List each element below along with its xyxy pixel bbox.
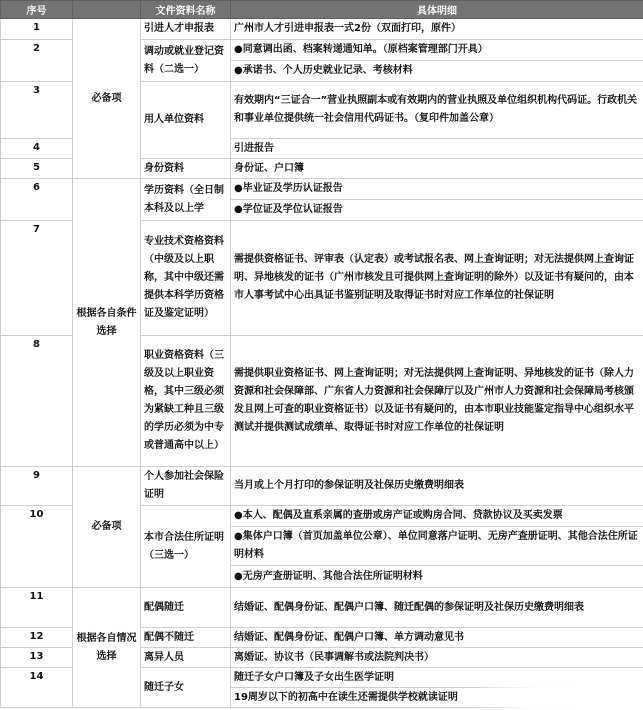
doc-detail: ●学位证及学位认证报告 — [231, 200, 643, 221]
doc-name: 用人单位资料 — [141, 82, 231, 159]
doc-detail: 离婚证、协议书（民事调解书或法院判决书） — [231, 648, 643, 668]
doc-detail: 身份证、户口簿 — [231, 159, 643, 179]
row-no: 6 — [1, 179, 73, 221]
doc-detail: 结婚证、配偶身份证、配偶户口簿、随迁配偶的参保证明及社保历史缴费明细表 — [231, 588, 643, 628]
row-no: 11 — [1, 588, 73, 628]
table-row — [1, 467, 643, 506]
doc-detail: ●毕业证及学历认证报告 — [231, 179, 643, 200]
category-required-2: 必备项 — [73, 467, 141, 588]
table-row — [1, 19, 643, 40]
doc-detail: ●同意调出函、档案转递通知单。（原档案管理部门开具） — [231, 40, 643, 61]
row-no: 8 — [1, 336, 73, 467]
header-no: 序号 — [1, 1, 73, 19]
doc-detail: 结婚证、配偶身份证、配偶户口簿、单方调动意见书 — [231, 628, 643, 648]
doc-name: 调动或就业登记资料（二选一） — [141, 40, 231, 82]
row-no: 9 — [1, 467, 73, 506]
table-row — [1, 588, 643, 628]
doc-name: 引进人才申报表 — [141, 19, 231, 40]
header-category — [73, 1, 141, 19]
doc-detail: ●本人、配偶及直系亲属的查册或房产证或购房合同、贷款协议及买卖发票 — [231, 506, 643, 527]
doc-detail: ●承诺书、个人历史就业记录、考核材料 — [231, 61, 643, 82]
doc-detail: 需提供职业资格证书、网上查询证明；对无法提供网上查询证明、异地核发的证书（除人力资源和社会保障部、广东省人力资源和社会保障厅以及广州市人力资源和社会保障局考核颁发且网上可查的职业资格证书）以及证书有疑问的，由本市职业技能鉴定指导中心组织水平测试并提供测试成绩单、取得证书时对应工作单位的社保证明 — [231, 336, 643, 467]
doc-detail: 随迁子女户口簿及子女出生医学证明 — [231, 668, 643, 688]
table-row — [1, 179, 643, 200]
row-no: 13 — [1, 648, 73, 668]
doc-name: 配偶随迁 — [141, 588, 231, 628]
row-no: 4 — [1, 139, 73, 159]
header-row — [1, 1, 643, 19]
header-detail: 具体明细 — [231, 1, 643, 19]
doc-name: 离异人员 — [141, 648, 231, 668]
row-no: 1 — [1, 19, 73, 40]
doc-name: 随迁子女 — [141, 668, 231, 708]
row-no: 10 — [1, 506, 73, 588]
doc-detail: 有效期内“三证合一”营业执照副本或有效期内的营业执照及单位组织机构代码证。行政机关和事业单位提供统一社会信用代码证书。（复印件加盖公章） — [231, 82, 643, 139]
row-no: 3 — [1, 82, 73, 139]
doc-detail: ●无房产查册证明、其他合法住所证明材料 — [231, 566, 643, 588]
row-no: 5 — [1, 159, 73, 179]
doc-name: 职业资格资料（三级及以上职业资格，其中三级必须为紧缺工种且三级的学历必须为中专或普通高中以上） — [141, 336, 231, 467]
row-no: 12 — [1, 628, 73, 648]
row-no: 14 — [1, 668, 73, 708]
doc-detail: 需提供资格证书、评审表（认定表）或考试报名表、网上查询证明；对无法提供网上查询证明、异地核发的证书（广州市核发且可提供网上查询证明的除外）以及证书有疑问的，由本市人事考试中心出具证书鉴别证明及取得证书时对应工作单位的社保证明 — [231, 221, 643, 336]
doc-name: 身份资料 — [141, 159, 231, 179]
doc-detail: 广州市人才引进申报表一式2份（双面打印，原件） — [231, 19, 643, 40]
doc-name: 专业技术资格资料（中级及以上职称，其中中级还需提供本科学历资格证及鉴定证明） — [141, 221, 231, 336]
doc-name: 个人参加社会保险证明 — [141, 467, 231, 506]
doc-detail: ●集体户口簿（首页加盖单位公章）、单位同意落户证明、无房产查册证明、其他合法住所证明材料 — [231, 527, 643, 566]
doc-name: 学历资料（全日制本科及以上学 — [141, 179, 231, 221]
category-by-condition: 根据各自条件选择 — [73, 179, 141, 467]
row-no: 7 — [1, 221, 73, 336]
doc-detail: 当月或上个月打印的参保证明及社保历史缴费明细表 — [231, 467, 643, 506]
bottom-fade-overlay — [470, 684, 643, 710]
category-by-situation: 根据各自情况选择 — [73, 588, 141, 708]
doc-detail: 引进报告 — [231, 139, 643, 159]
category-required: 必备项 — [73, 19, 141, 179]
row-no: 2 — [1, 40, 73, 82]
doc-name: 本市合法住所证明（三选一） — [141, 506, 231, 588]
doc-name: 配偶不随迁 — [141, 628, 231, 648]
header-name: 文件资料名称 — [141, 1, 231, 19]
doc-detail: 19周岁以下的初高中在读生还需提供学校就读证明 — [231, 688, 643, 708]
